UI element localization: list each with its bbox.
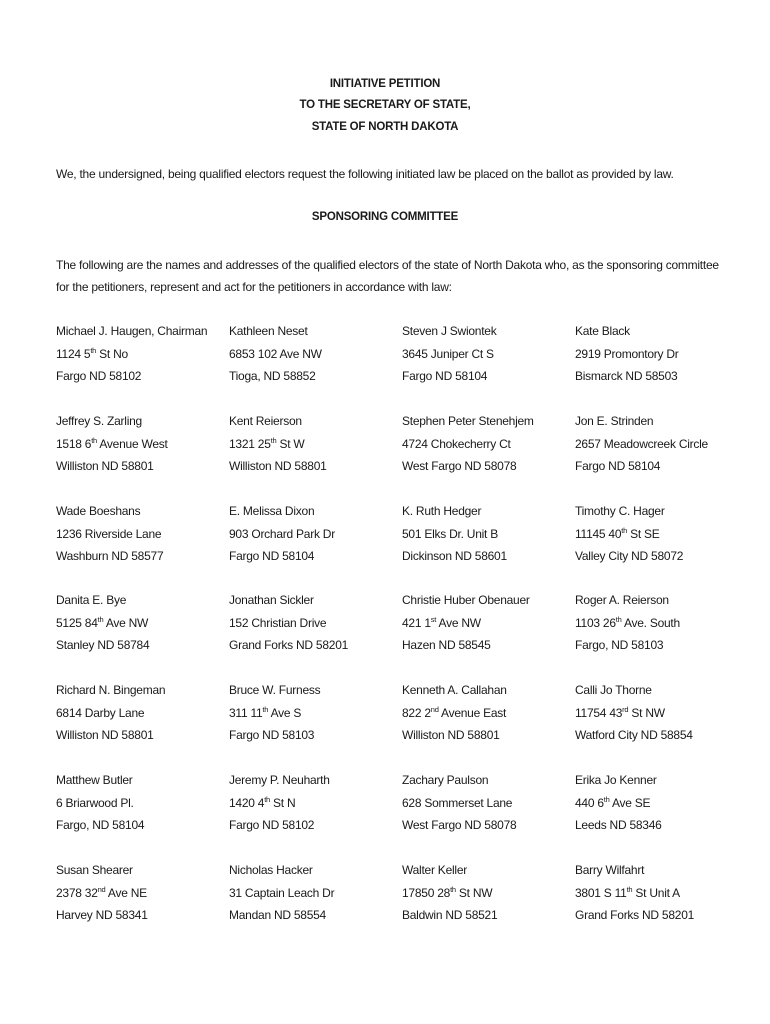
committee-heading: SPONSORING COMMITTEE <box>311 211 459 223</box>
member-city: Grand Forks ND 58201 <box>575 908 695 922</box>
member-city: Fargo, ND 58104 <box>56 818 145 832</box>
member-city: Baldwin ND 58521 <box>402 908 498 922</box>
committee-member <box>575 500 745 568</box>
member-name: Kate Black <box>575 324 630 338</box>
member-city: West Fargo ND 58078 <box>402 818 517 832</box>
member-name: Erika Jo Kenner <box>575 773 657 787</box>
member-street: 11145 40th St SE <box>575 525 660 541</box>
member-street: 1124 5th St No <box>56 345 128 361</box>
member-street: 3801 S 11th St Unit A <box>575 884 680 900</box>
committee-member <box>56 320 226 388</box>
member-street: 2378 32nd Ave NE <box>56 884 147 900</box>
committee-member <box>56 679 226 747</box>
member-name: Matthew Butler <box>56 773 133 787</box>
member-street: 6 Briarwood Pl. <box>56 795 134 810</box>
member-street: 311 11th Ave S <box>229 704 302 720</box>
committee-member <box>229 320 399 388</box>
member-city: Stanley ND 58784 <box>56 638 150 652</box>
member-name: Kathleen Neset <box>229 324 308 338</box>
ordinal-suffix: th <box>450 884 456 894</box>
title-line-1: INITIATIVE PETITION <box>329 78 441 90</box>
committee-member <box>575 589 745 657</box>
member-city: Tioga, ND 58852 <box>229 369 316 383</box>
member-name: Richard N. Bingeman <box>56 683 166 697</box>
committee-member <box>402 320 572 388</box>
member-city: Fargo ND 58102 <box>56 369 142 383</box>
member-name: Jonathan Sickler <box>229 593 314 607</box>
member-city: Mandan ND 58554 <box>229 908 326 922</box>
member-street: 1420 4th St N <box>229 794 296 810</box>
member-city: Fargo ND 58104 <box>402 369 488 383</box>
committee-member <box>56 769 226 837</box>
member-name: Timothy C. Hager <box>575 504 665 518</box>
member-street: 31 Captain Leach Dr <box>229 885 335 900</box>
committee-member <box>229 589 399 657</box>
committee-member <box>575 769 745 837</box>
intro-paragraph: We, the undersigned, being qualified electors request the following initiated law be placed on the ballot as provided by law. <box>56 167 674 181</box>
ordinal-suffix: th <box>262 704 269 714</box>
member-name: Walter Keller <box>402 863 467 877</box>
member-city: Fargo ND 58104 <box>575 459 661 473</box>
member-city: Bismarck ND 58503 <box>575 369 678 383</box>
member-name: Stephen Peter Stenehjem <box>402 414 534 428</box>
committee-member <box>229 410 399 478</box>
member-city: Grand Forks ND 58201 <box>229 638 349 652</box>
member-street: 2657 Meadowcreek Circle <box>575 436 708 451</box>
member-city: Fargo ND 58102 <box>229 818 315 832</box>
title-line-2: TO THE SECRETARY OF STATE, <box>299 99 471 111</box>
member-street: 822 2nd Avenue East <box>402 704 507 720</box>
member-city: Fargo ND 58103 <box>229 728 315 742</box>
member-name: Steven J Swiontek <box>402 324 497 338</box>
member-city: Harvey ND 58341 <box>56 908 148 922</box>
member-city: Williston ND 58801 <box>402 728 500 742</box>
member-street: 903 Orchard Park Dr <box>229 526 335 541</box>
member-city: Valley City ND 58072 <box>575 549 684 563</box>
member-city: Hazen ND 58545 <box>402 638 491 652</box>
member-street: 11754 43rd St NW <box>575 704 665 720</box>
committee-member <box>56 410 226 478</box>
member-street: 152 Christian Drive <box>229 615 327 630</box>
member-name: Jeffrey S. Zarling <box>56 414 142 428</box>
committee-member <box>56 859 226 927</box>
member-street: 1321 25th St W <box>229 435 305 451</box>
committee-member <box>575 679 745 747</box>
title-line-3: STATE OF NORTH DAKOTA <box>311 121 459 133</box>
committee-member <box>229 500 399 568</box>
committee-member <box>402 769 572 837</box>
member-name: E. Melissa Dixon <box>229 504 315 518</box>
member-street: 6853 102 Ave NW <box>229 346 322 361</box>
member-city: Williston ND 58801 <box>56 459 154 473</box>
ordinal-suffix: th <box>626 884 633 894</box>
committee-member <box>402 500 572 568</box>
ordinal-suffix: nd <box>97 884 106 894</box>
committee-member <box>56 500 226 568</box>
committee-member <box>402 410 572 478</box>
committee-member <box>229 859 399 927</box>
member-street: 1103 26th Ave. South <box>575 614 680 630</box>
member-city: Williston ND 58801 <box>229 459 327 473</box>
member-name: Michael J. Haugen, Chairman <box>56 324 208 338</box>
committee-member <box>229 769 399 837</box>
ordinal-suffix: th <box>90 345 97 355</box>
member-street: 628 Sommerset Lane <box>402 795 513 810</box>
member-street: 17850 28th St NW <box>402 884 493 900</box>
member-city: Washburn ND 58577 <box>56 549 164 563</box>
committee-member <box>402 859 572 927</box>
member-street: 5125 84th Ave NW <box>56 614 149 630</box>
member-street: 6814 Darby Lane <box>56 705 145 720</box>
ordinal-suffix: th <box>97 614 104 624</box>
ordinal-suffix: st <box>430 614 437 624</box>
committee-member <box>56 589 226 657</box>
member-street: 1236 Riverside Lane <box>56 526 162 541</box>
committee-member <box>575 859 745 927</box>
ordinal-suffix: nd <box>430 704 439 714</box>
member-name: Jon E. Strinden <box>575 414 654 428</box>
member-city: Leeds ND 58346 <box>575 818 662 832</box>
member-street: 440 6th Ave SE <box>575 794 651 810</box>
committee-member <box>575 410 745 478</box>
member-name: Calli Jo Thorne <box>575 683 652 697</box>
ordinal-suffix: th <box>621 525 628 535</box>
ordinal-suffix: th <box>91 435 97 445</box>
member-name: Nicholas Hacker <box>229 863 313 877</box>
committee-member <box>229 679 399 747</box>
committee-member <box>402 679 572 747</box>
member-name: Danita E. Bye <box>56 593 127 607</box>
member-name: Bruce W. Furness <box>229 683 321 697</box>
member-name: Kent Reierson <box>229 414 302 428</box>
member-city: Fargo, ND 58103 <box>575 638 664 652</box>
member-city: West Fargo ND 58078 <box>402 459 517 473</box>
member-name: Zachary Paulson <box>402 773 489 787</box>
member-name: Kenneth A. Callahan <box>402 683 507 697</box>
member-city: Fargo ND 58104 <box>229 549 315 563</box>
member-name: Wade Boeshans <box>56 504 141 518</box>
member-name: Susan Shearer <box>56 863 133 877</box>
committee-member <box>575 320 745 388</box>
ordinal-suffix: rd <box>622 704 629 714</box>
member-street: 3645 Juniper Ct S <box>402 346 494 361</box>
committee-member <box>402 589 572 657</box>
member-street: 4724 Chokecherry Ct <box>402 436 511 451</box>
ordinal-suffix: th <box>270 435 277 445</box>
member-city: Watford City ND 58854 <box>575 728 693 742</box>
member-name: K. Ruth Hedger <box>402 504 482 518</box>
member-street: 501 Elks Dr. Unit B <box>402 526 498 541</box>
member-name: Christie Huber Obenauer <box>402 593 530 607</box>
ordinal-suffix: th <box>264 794 270 804</box>
member-name: Barry Wilfahrt <box>575 863 645 877</box>
member-street: 1518 6th Avenue West <box>56 435 168 451</box>
member-name: Jeremy P. Neuharth <box>229 773 330 787</box>
member-city: Williston ND 58801 <box>56 728 154 742</box>
member-name: Roger A. Reierson <box>575 593 669 607</box>
member-street: 2919 Promontory Dr <box>575 346 679 361</box>
member-city: Dickinson ND 58601 <box>402 549 507 563</box>
member-street: 421 1st Ave NW <box>402 614 481 630</box>
ordinal-suffix: th <box>603 794 610 804</box>
committee-intro-paragraph: The following are the names and addresses of the qualified electors of the state of North Dakota who, as the sponsoring committee for the petitioners, represent and act for the petitioners in accordance with law: <box>56 258 719 294</box>
ordinal-suffix: th <box>615 614 622 624</box>
